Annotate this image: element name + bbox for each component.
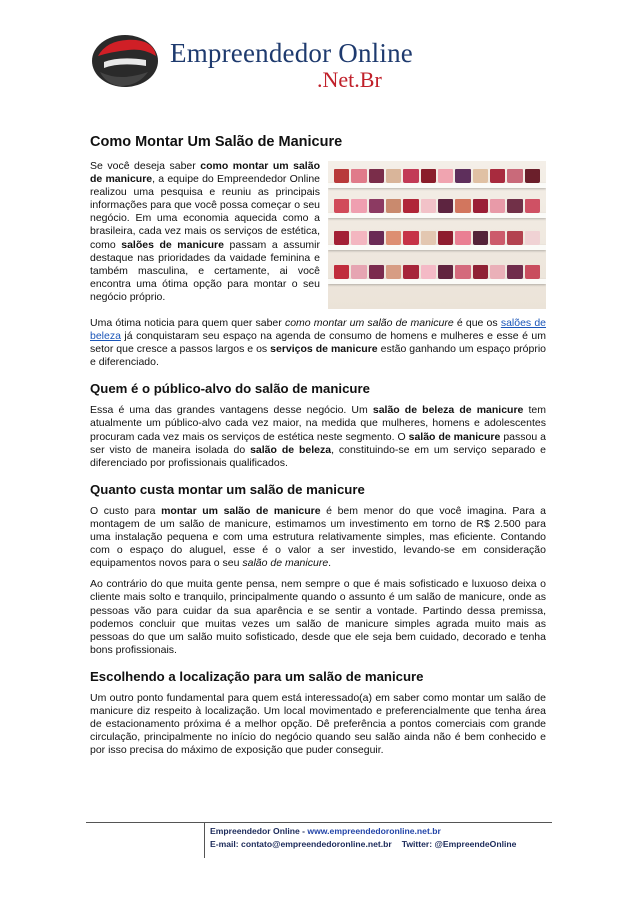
paragraph-localizacao: Um outro ponto fundamental para quem está interessado(a) em saber como montar um salão de manicure diz respeito à localização. Um local movimentado e preferencialmente que tenha área de estacionamento próxima é a melhor opção. Dê preferência a pontos comerciais com grande circulação, principalmente no início do negócio quando seu salão ainda não é bem conhecido e por isso precisa do máximo de exposição que puder conseguir. bbox=[90, 691, 546, 757]
footer-vertical-divider bbox=[204, 822, 205, 858]
paragraph-sofisticacao: Ao contrário do que muita gente pensa, nem sempre o que é mais sofisticado e luxuoso deixa o cliente mais solto e tranquilo, principalmente quando o assunto é um salão de manicure, onde as pessoas vão para cuidar da sua aparência e se sentir a vontade. Partindo dessa premissa, podemos concluir que muitas vezes um salão de manicure simples agrada muito mais as pessoas do que um salão muito sofisticado, desde que ele seja bem cuidado, decorado e tenha bons profissionais. bbox=[90, 578, 546, 656]
page-footer bbox=[210, 825, 516, 851]
section-heading-localizacao: Escolhendo a localização para um salão de manicure bbox=[90, 668, 424, 684]
article-title: Como Montar Um Salão de Manicure bbox=[90, 134, 343, 150]
paragraph-custo: O custo para montar um salão de manicure é bem menor do que você imagina. Para a montagem de um salão de manicure, estimamos um investimento em torno de R$ 2.500 para uma instalação pequena e com uma estrutura relativamente simples, mas eficiente. Contando com o espaço do aluguel, esse é o valor a ser investido, levando-se em consideração equipamentos novos para o seu salão de manicure. bbox=[90, 504, 547, 570]
intro-section bbox=[90, 160, 546, 309]
article bbox=[90, 134, 546, 765]
footer-divider bbox=[86, 822, 552, 823]
brand-domain: .Net.Br bbox=[317, 67, 382, 92]
footer-twitter[interactable]: Twitter: @EmpreendeOnline bbox=[401, 839, 517, 849]
paragraph-publico-alvo: Essa é uma das grandes vantagens desse negócio. Um salão de beleza de manicure tem atualmente um público-alvo cada vez maior, na medida que mulheres, homens e adolescentes procuram cada vez mais os serviços de estética neste segmento. O salão de manicure passou a ser visto de maneira isolada do salão de beleza, constituindo-se em um serviço separado e diferenciado por profissionais qualificados. bbox=[90, 404, 546, 469]
footer-website-link[interactable]: www.empreendedoronline.net.br bbox=[307, 826, 441, 836]
section-heading-custo: Quanto custa montar um salão de manicure bbox=[90, 481, 365, 497]
footer-email[interactable]: E-mail: contato@empreendedoronline.net.br bbox=[210, 839, 392, 849]
intro-paragraph: Se você deseja saber como montar um salão de manicure, a equipe do Empreendedor Online realizou uma pesquisa e reuniu as principais informações para que você possa começar o seu negócio. Em uma economia aquecida como a brasileira, cada vez mais os serviços de estética, como salões de manicure passam a assumir destaque nas prioridades da vaidade feminina e também masculina, e certamente, ai você encontra uma ótima opção para montar o seu negócio próprio. bbox=[90, 160, 320, 303]
brand-name: Empreendedor Online bbox=[170, 38, 413, 68]
footer-brand-label: Empreendedor Online - bbox=[210, 826, 308, 836]
brand-logo bbox=[90, 26, 413, 92]
paragraph-news: Uma ótima noticia para quem quer saber como montar um salão de manicure é que os salões de beleza já conquistaram seu espaço na agenda de consumo de homens e mulheres e esse é um setor que cresce a passos largos e os serviços de manicure estão ganhando um espaço próprio e diferenciado. bbox=[90, 317, 547, 369]
nail-polish-shelves-image bbox=[328, 161, 546, 309]
saloes-de-beleza-link[interactable]: salões de beleza bbox=[90, 317, 547, 343]
logo-e-icon bbox=[90, 32, 160, 90]
section-heading-publico-alvo: Quem é o público-alvo do salão de manicure bbox=[90, 381, 370, 397]
